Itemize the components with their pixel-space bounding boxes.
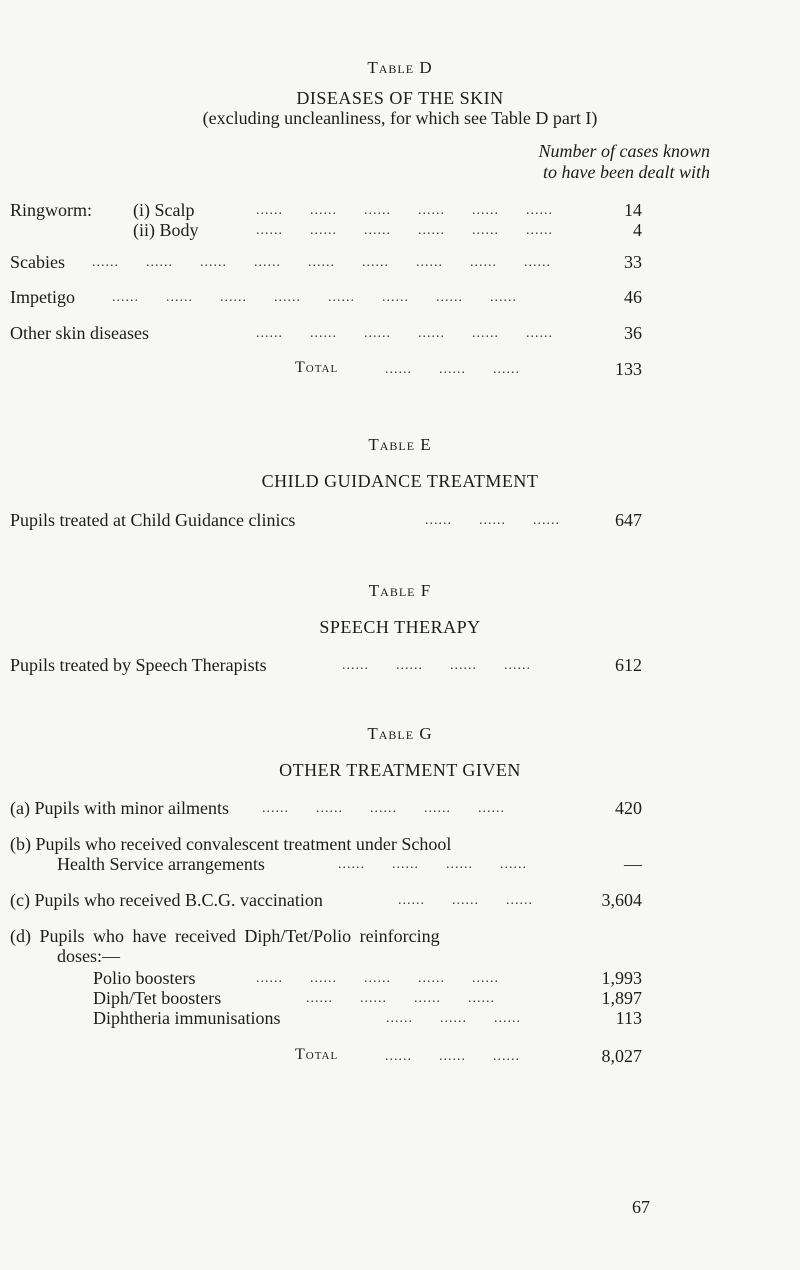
polio-boosters-value: 1,993 (601, 968, 642, 988)
convalescent-label-line1: (b) Pupils who received convalescent treatment under School (10, 834, 452, 854)
table-d-column-heading-1: Number of cases known (538, 141, 710, 161)
body-value: 4 (633, 220, 642, 240)
table-d-note: (excluding uncleanliness, for which see Table D part I) (202, 108, 598, 128)
leader-dots: ...... ...... ...... (398, 893, 533, 908)
speech-therapy-value: 612 (615, 655, 642, 675)
table-g-total-label: Total (295, 1046, 339, 1063)
leader-dots: ...... ...... ...... ...... ...... ...... ...... ...... (112, 290, 517, 305)
table-e-title: Table E (368, 435, 432, 454)
leader-dots: ...... ...... ...... (385, 362, 520, 377)
scabies-value: 33 (624, 252, 642, 272)
table-g-total-value: 8,027 (601, 1046, 642, 1066)
other-skin-diseases-label: Other skin diseases (10, 323, 149, 343)
child-guidance-value: 647 (615, 510, 642, 530)
polio-boosters-label: Polio boosters (93, 968, 196, 988)
bcg-vaccination-value: 3,604 (601, 890, 642, 910)
speech-therapy-label: Pupils treated by Speech Therapists (10, 655, 267, 675)
leader-dots: ...... ...... ...... ...... ...... (262, 801, 505, 816)
minor-ailments-value: 420 (615, 798, 642, 818)
ringworm-label: Ringworm: (10, 200, 93, 220)
table-d-column-heading-2: to have been dealt with (543, 162, 710, 182)
diphtheria-immunisations-label: Diphtheria immunisations (93, 1008, 281, 1028)
diph-tet-boosters-label: Diph/Tet boosters (93, 988, 222, 1008)
table-f-title: Table F (368, 581, 432, 600)
other-skin-diseases-value: 36 (624, 323, 642, 343)
body-label: (ii) Body (133, 220, 199, 240)
minor-ailments-label: (a) Pupils with minor ailments (10, 798, 229, 818)
impetigo-label: Impetigo (10, 287, 75, 307)
reinforcing-doses-label-line1: (d) Pupils who have received Diph/Tet/Polio reinforcing (10, 926, 440, 946)
table-d-total-label: Total (295, 359, 339, 376)
scabies-label: Scabies (10, 252, 65, 272)
diph-tet-boosters-value: 1,897 (601, 988, 642, 1008)
leader-dots: ...... ...... ...... ...... (306, 991, 495, 1006)
scalp-value: 14 (624, 200, 642, 220)
convalescent-label-line2: Health Service arrangements (57, 854, 265, 874)
leader-dots: ...... ...... ...... ...... (342, 658, 531, 673)
reinforcing-doses-label-line2: doses:— (57, 946, 120, 966)
table-g-subtitle: OTHER TREATMENT GIVEN (279, 760, 521, 780)
leader-dots: ...... ...... ...... ...... (338, 857, 527, 872)
leader-dots: ...... ...... ...... ...... ...... ...... (256, 326, 553, 341)
diphtheria-immunisations-value: 113 (615, 1008, 642, 1028)
leader-dots: ...... ...... ...... ...... ...... (256, 971, 499, 986)
leader-dots: ...... ...... ...... (425, 513, 560, 528)
table-f-subtitle: SPEECH THERAPY (319, 617, 481, 637)
leader-dots: ...... ...... ...... (385, 1049, 520, 1064)
page-number: 67 (632, 1197, 650, 1217)
table-g-title: Table G (367, 724, 433, 743)
table-d-subtitle: DISEASES OF THE SKIN (296, 88, 504, 108)
leader-dots: ...... ...... ...... ...... ...... ...... (256, 203, 553, 218)
scalp-label: (i) Scalp (133, 200, 195, 220)
leader-dots: ...... ...... ...... (386, 1011, 521, 1026)
table-d-title: Table D (367, 58, 433, 77)
leader-dots: ...... ...... ...... ...... ...... ...... (256, 223, 553, 238)
table-e-subtitle: CHILD GUIDANCE TREATMENT (261, 471, 539, 491)
leader-dots: ...... ...... ...... ...... ...... ...... ...... ...... ...... (92, 255, 551, 270)
impetigo-value: 46 (624, 287, 642, 307)
bcg-vaccination-label: (c) Pupils who received B.C.G. vaccination (10, 890, 323, 910)
child-guidance-label: Pupils treated at Child Guidance clinics (10, 510, 296, 530)
table-d-total-value: 133 (615, 359, 642, 379)
convalescent-value: — (624, 854, 642, 874)
